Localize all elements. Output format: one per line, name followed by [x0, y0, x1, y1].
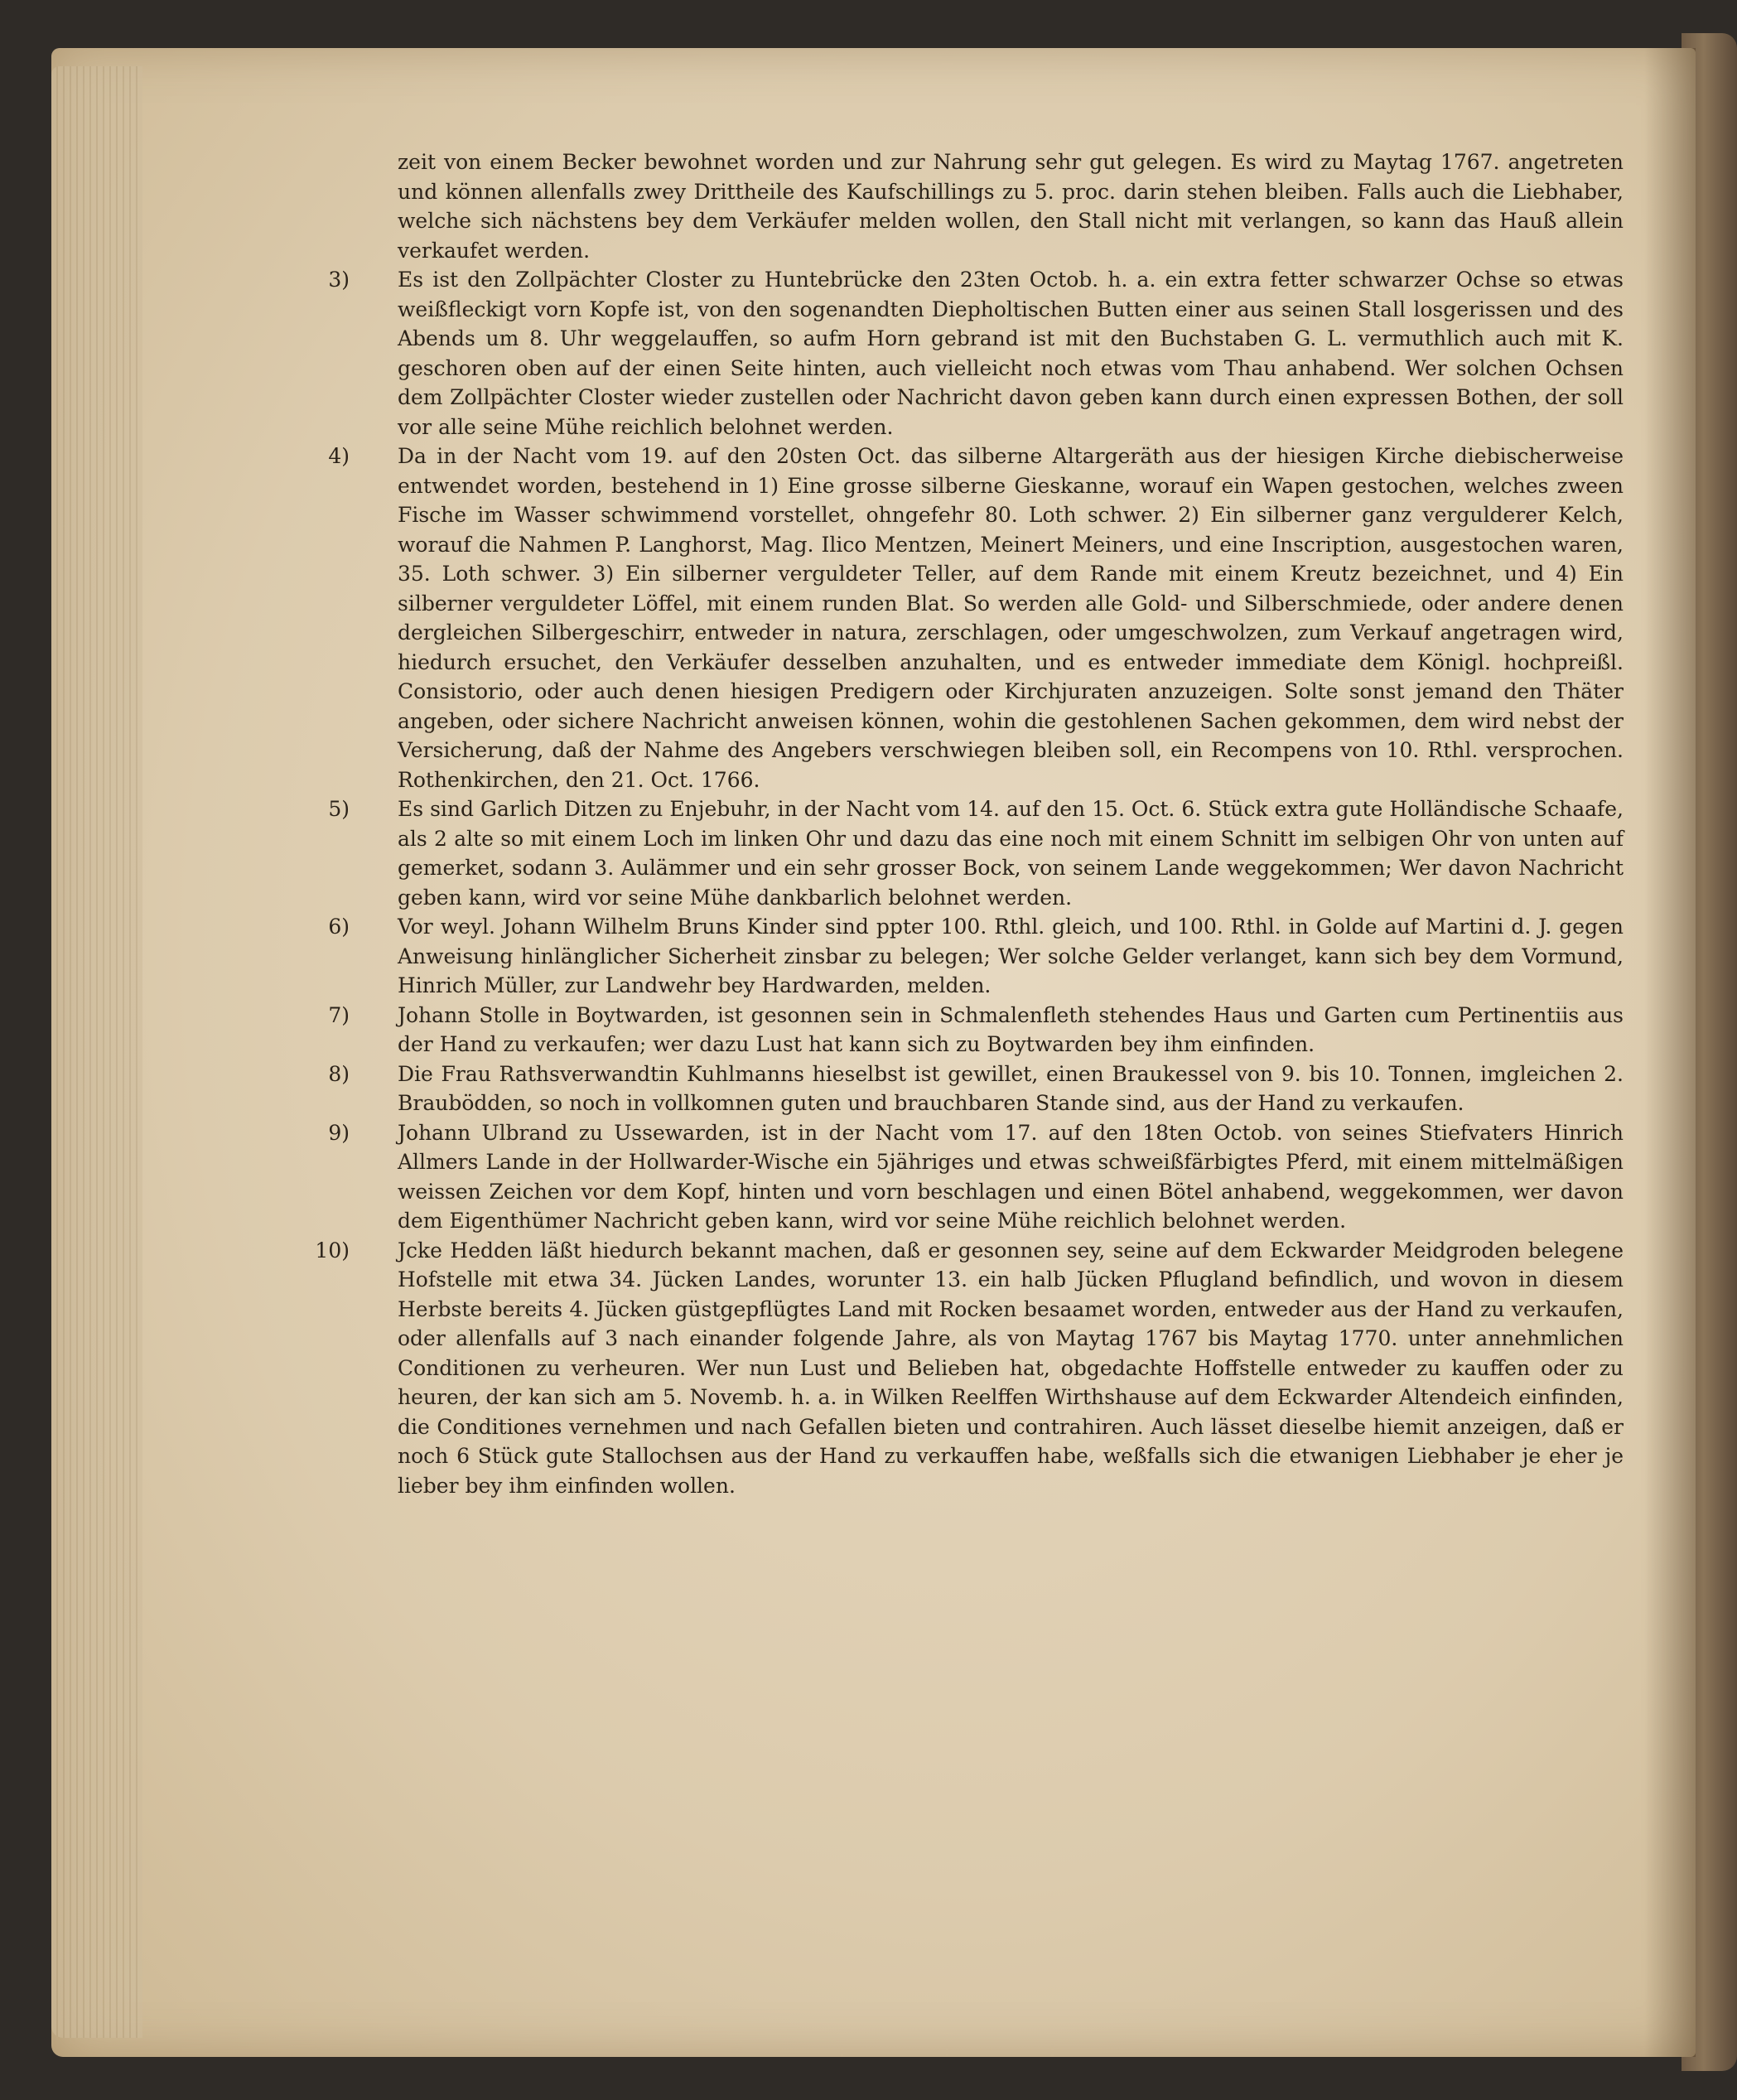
entry-number: 9): [328, 1120, 350, 1145]
notice-entry-6: [328, 912, 1624, 1001]
continuation-text: zeit von einem Becker bewohnet worden und zur Nahrung sehr gut gelegen. Es wird zu Maytag 1767. angetreten und können allenfalls zwey Drittheile des Kaufschillings zu 5. proc. darin stehen bleiben. Falls auch die Liebhaber, welche sich nächstens bey dem Verkäufer melden wollen, den Stall nicht mit verlangen, so kann das Hauß allein verkaufet werden.: [398, 150, 1624, 263]
page-text: [315, 147, 1624, 1500]
entry-text: Es ist den Zollpächter Closter zu Huntebrücke den 23ten Octob. h. a. ein extra fetter schwarzer Ochse so etwas weißfleckigt vorn Kopfe ist, von den sogenandten Diepholtischen Butten einer aus seinen Stall losgerissen und des Abends um 8. Uhr weggelauffen, so aufm Horn gebrand ist mit den Buchstaben G. L. vermuthlich auch mit K. geschoren oben auf der einen Seite hinten, auch vielleicht noch etwas vom Thau anhabend. Wer solchen Ochsen dem Zollpächter Closter wieder zustellen oder Nachricht davon geben kann durch einen expressen Bothen, der soll vor alle seine Mühe reichlich belohnet werden.: [398, 268, 1624, 439]
page-stack-edge: [51, 66, 142, 2038]
entry-number: 7): [328, 1002, 350, 1027]
entry-number: 8): [328, 1061, 350, 1086]
entry-text: Die Frau Rathsverwandtin Kuhlmanns hieselbst ist gewillet, einen Braukessel von 9. bis 10. Tonnen, imgleichen 2. Braubödden, so noch in vollkomnen guten und brauchbaren Stande sind, aus der Hand zu verkaufen.: [398, 1061, 1624, 1115]
entry-text: Jcke Hedden läßt hiedurch bekannt machen, daß er gesonnen sey, seine auf dem Eckwarder Meidgroden belegene Hofstelle mit etwa 34. Jücken Landes, worunter 13. ein halb Jücken Pflugland befindlich, und wovon in diesem Herbste bereits 4. Jücken güstgepflügtes Land mit Rocken besaamet worden, entweder aus der Hand zu verkaufen, oder allenfalls auf 3 nach einander folgende Jahre, als von Maytag 1767 bis Maytag 1770. unter annehmlichen Conditionen zu verheuren. Wer nun Lust und Belieben hat, obgedachte Hoffstelle entweder zu kauffen oder zu heuren, der kan sich am 5. Novemb. h. a. in Wilken Reelffen Wirthshause auf dem Eckwarder Altendeich einfinden, die Conditiones vernehmen und nach Gefallen bieten und contrahiren. Auch lässet dieselbe hiemit anzeigen, daß er noch 6 Stück gute Stallochsen aus der Hand zu verkauffen habe, weßfalls sich die etwanigen Liebhaber je eher je lieber bey ihm einfinden wollen.: [398, 1238, 1624, 1498]
entry-number: 10): [315, 1238, 350, 1262]
entry-text: Es sind Garlich Ditzen zu Enjebuhr, in der Nacht vom 14. auf den 15. Oct. 6. Stück extra gute Holländische Schaafe, als 2 alte so mit einem Loch im linken Ohr und dazu das eine noch mit einem Schnitt im selbigen Ohr von unten auf gemerket, sodann 3. Aulämmer und ein sehr grosser Bock, von seinem Lande weggekommen; Wer davon Nachricht geben kann, wird vor seine Mühe dankbarlich belohnet werden.: [398, 797, 1624, 910]
notice-entry-5: [328, 794, 1624, 912]
notice-entry-7: [328, 1001, 1624, 1060]
notice-entry-8: [328, 1060, 1624, 1118]
notice-entry-4: [328, 442, 1624, 794]
entry-text: Johann Stolle in Boytwarden, ist gesonnen sein in Schmalenfleth stehendes Haus und Garten cum Pertinentiis aus der Hand zu verkaufen; wer dazu Lust hat kann sich zu Boytwarden bey ihm einfinden.: [398, 1002, 1624, 1056]
entry-number: 4): [328, 444, 350, 468]
entry-text: Da in der Nacht vom 19. auf den 20sten Oct. das silberne Altargeräth aus der hiesigen Kirche diebischerweise entwendet worden, bestehend in 1) Eine grosse silberne Gieskanne, worauf ein Wapen gestochen, welches zween Fische im Wasser schwimmend vorstellet, ohngefehr 80. Loth schwer. 2) Ein silberner ganz vergulderer Kelch, worauf die Nahmen P. Langhorst, Mag. Ilico Mentzen, Meinert Meiners, und eine Inscription, ausgestochen waren, 35. Loth schwer. 3) Ein silberner verguldeter Teller, auf dem Rande mit einem Kreutz bezeichnet, und 4) Ein silberner verguldeter Löffel, mit einem runden Blat. So werden alle Gold- und Silberschmiede, oder andere denen dergleichen Silbergeschirr, entweder in natura, zerschlagen, oder umgeschwolzen, zum Verkauf angetragen wird, hiedurch ersuchet, den Verkäufer desselben anzuhalten, und es entweder immediate dem Königl. hochpreißl. Consistorio, oder auch denen hiesigen Predigern oder Kirchjuraten anzuzeigen. Solte sonst jemand den Thäter angeben, oder sichere Nachricht anweisen können, wohin die gestohlenen Sachen gekommen, dem wird nebst der Versicherung, daß der Nahme des Angebers verschwiegen bleiben soll, ein Recompens von 10. Rthl. versprochen. Rothenkirchen, den 21. Oct. 1766.: [398, 444, 1624, 792]
notice-entry-9: [328, 1118, 1624, 1236]
entry-number: 3): [328, 268, 350, 292]
entry-number: 6): [328, 915, 350, 939]
entry-text: Johann Ulbrand zu Ussewarden, ist in der Nacht vom 17. auf den 18ten Octob. von seines Stiefvaters Hinrich Allmers Lande in der Hollwarder-Wische ein 5jähriges und etwas schweißfärbigtes Pferd, mit einem mittelmäßigen weissen Zeichen vor dem Kopf, hinten und vorn beschlagen und einen Bötel anhabend, weggekommen, wer davon dem Eigenthümer Nachricht geben kann, wird vor seine Mühe reichlich belohnet werden.: [398, 1120, 1624, 1233]
page-gutter-shadow: [1644, 48, 1696, 2057]
continuation-paragraph: [398, 147, 1624, 265]
notice-entry-10: [315, 1236, 1624, 1501]
entry-number: 5): [328, 797, 350, 821]
entry-text: Vor weyl. Johann Wilhelm Bruns Kinder sind ppter 100. Rthl. gleich, und 100. Rthl. in Golde auf Martini d. J. gegen Anweisung hinlänglicher Sicherheit zinsbar zu belegen; Wer solche Gelder verlanget, kann sich bey dem Vormund, Hinrich Müller, zur Landwehr bey Hardwarden, melden.: [398, 915, 1624, 997]
notice-entry-3: [328, 265, 1624, 442]
